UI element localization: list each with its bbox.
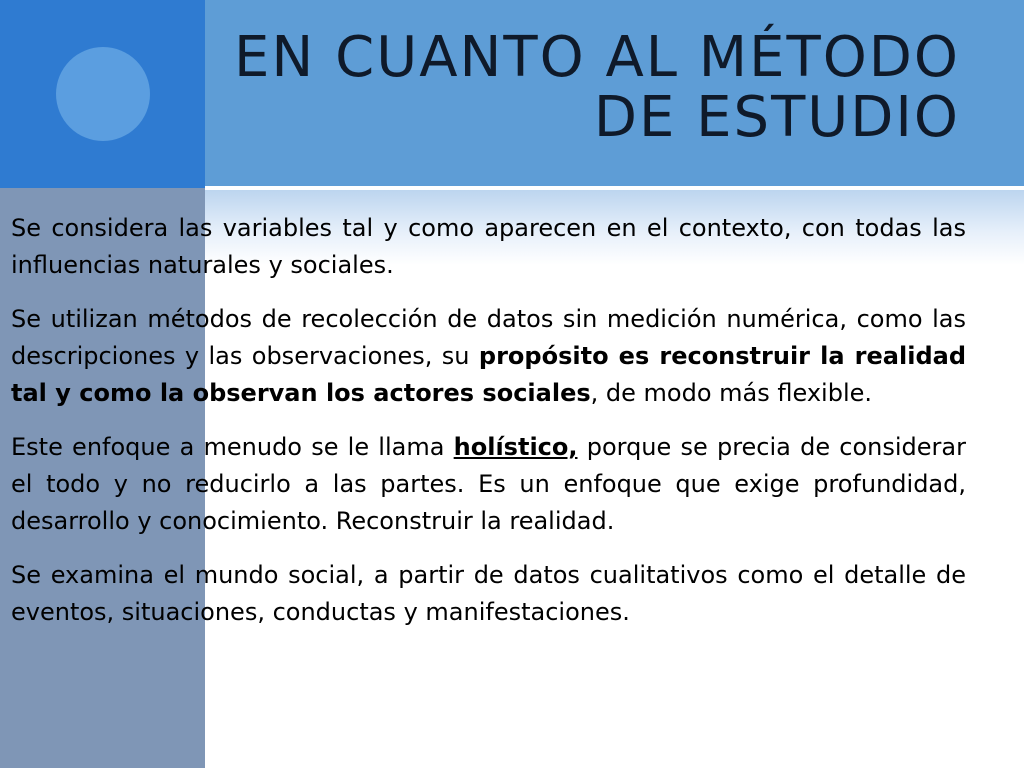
title-line-2: DE ESTUDIO: [593, 85, 960, 150]
paragraph-context: [11, 210, 966, 284]
title-line-1: EN CUANTO AL MÉTODO: [234, 25, 960, 90]
paragraph-2-text: Se utilizan métodos de recolección de datos sin medición numérica, como las descripciones y las observaciones, su: [11, 305, 966, 370]
paragraph-3-text-end: porque se precia de considerar el todo y no reducirlo a las partes. Es un enfoque que exige profundidad, desarrollo y conocimiento. Reconstruir la realidad.: [11, 433, 966, 535]
paragraph-4-text: Se examina el mundo social, a partir de datos cualitativos como el detalle de eventos, situaciones, conductas y manifestaciones.: [11, 561, 966, 626]
holistic-term-underline: holístico,: [453, 433, 578, 461]
paragraph-2-text-end: , de modo más flexible.: [590, 379, 872, 407]
slide-body: [11, 210, 966, 648]
holistic-term: [454, 433, 578, 461]
paragraph-2-emphasis: propósito es reconstruir la realidad tal y como la observan los actores sociales: [11, 342, 966, 407]
paragraph-holistic: [11, 429, 966, 540]
paragraph-social-world: [11, 557, 966, 631]
paragraph-1-text: Se considera las variables tal y como aparecen en el contexto, con todas las influencias naturales y sociales.: [11, 214, 966, 279]
paragraph-3-text: Este enfoque a menudo se le llama: [11, 433, 454, 461]
paragraph-methods: [11, 301, 966, 412]
slide-title: [234, 25, 960, 150]
decorative-circle: [56, 47, 150, 141]
